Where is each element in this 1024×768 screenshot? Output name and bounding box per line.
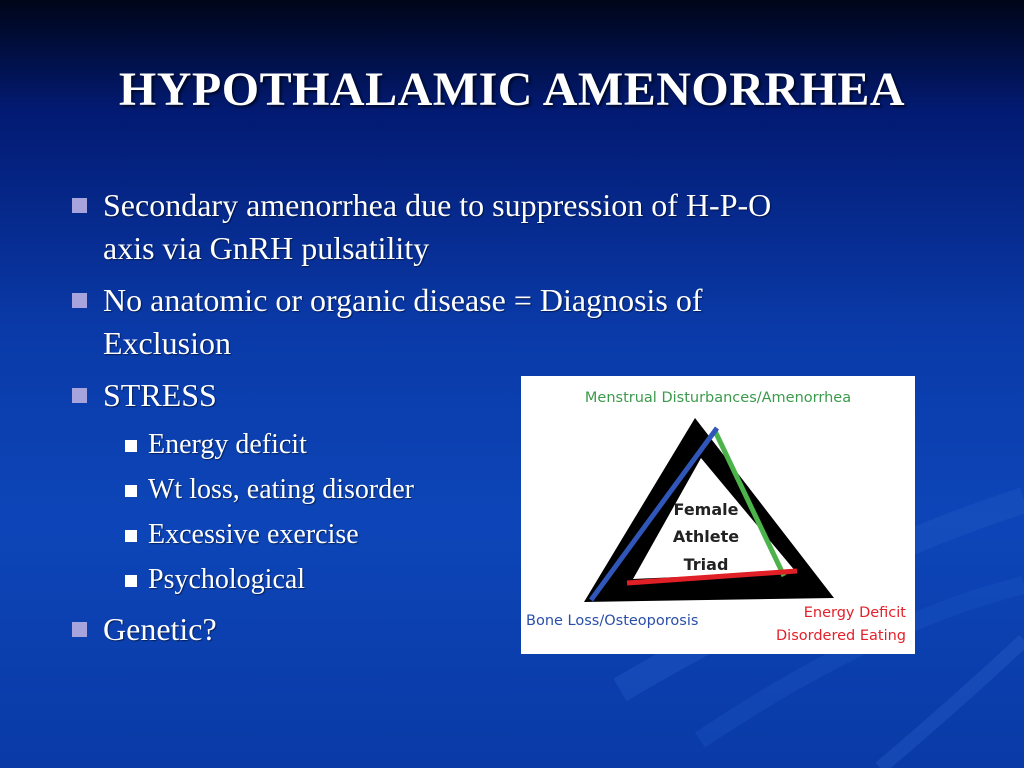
left-label: Bone Loss/Osteoporosis bbox=[526, 613, 699, 629]
center-label-line2: Athlete bbox=[672, 527, 740, 546]
bullet-line: No anatomic or organic disease = Diagnosis of bbox=[103, 282, 703, 318]
center-label-line3: Triad bbox=[683, 555, 729, 574]
slide-title: HYPOTHALAMIC AMENORRHEA bbox=[118, 63, 906, 116]
top-label: Menstrual Disturbances/Amenorrhea bbox=[584, 390, 852, 406]
bullet-line: axis via GnRH pulsatility bbox=[103, 230, 430, 266]
triad-diagram bbox=[521, 376, 915, 654]
sub-bullet-item: Wt loss, eating disorder bbox=[148, 474, 414, 505]
female-athlete-triad-figure bbox=[521, 376, 915, 654]
bullet-line: Genetic? bbox=[103, 611, 217, 647]
bullet-item bbox=[103, 374, 217, 417]
center-label-line1: Female bbox=[673, 500, 739, 519]
right-label-line2: Disordered Eating bbox=[776, 628, 906, 644]
bullet-line: STRESS bbox=[103, 377, 217, 413]
bullet-item bbox=[103, 279, 703, 365]
bullet-item bbox=[103, 608, 217, 651]
sub-bullet-item: Energy deficit bbox=[148, 429, 307, 460]
sub-bullet-item: Excessive exercise bbox=[148, 519, 359, 550]
sub-bullet-item: Psychological bbox=[148, 564, 306, 595]
bullet-line: Secondary amenorrhea due to suppression of H-P-O bbox=[103, 187, 772, 223]
right-label-line1: Energy Deficit bbox=[803, 605, 906, 621]
bullet-line: Exclusion bbox=[103, 325, 231, 361]
bullet-item bbox=[103, 184, 771, 270]
